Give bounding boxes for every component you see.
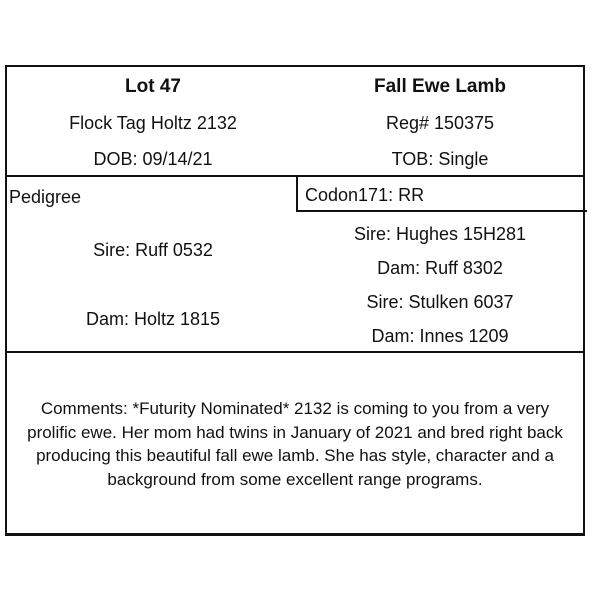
type-of-birth: TOB: Single (391, 149, 489, 169)
sire-sire: Sire: Hughes 15H281 (353, 224, 527, 244)
lot-number: Lot 47 (125, 76, 181, 97)
date-of-birth: DOB: 09/14/21 (93, 149, 213, 169)
codon-box (296, 177, 587, 212)
pedigree-divider (7, 351, 583, 353)
sire: Sire: Ruff 0532 (93, 240, 213, 260)
dam-sire: Sire: Stulken 6037 (366, 292, 514, 312)
dam: Dam: Holtz 1815 (85, 309, 221, 329)
sire-dam: Dam: Ruff 8302 (377, 258, 503, 278)
dam-dam: Dam: Innes 1209 (371, 326, 509, 346)
registration-number: Reg# 150375 (385, 113, 495, 133)
flock-tag: Flock Tag Holtz 2132 (69, 113, 237, 133)
comments-text: Comments: *Futurity Nominated* 2132 is coming to you from a very prolific ewe. Her mom had twins in January of 2021 and bred right back producing this beautiful fall ewe lamb. She has style, character and a background from some excellent range programs. (27, 399, 563, 489)
pedigree-label: Pedigree (9, 187, 82, 207)
lot-card (5, 65, 585, 536)
codon-label: Codon171: RR (305, 185, 425, 205)
lot-category: Fall Ewe Lamb (374, 76, 506, 97)
